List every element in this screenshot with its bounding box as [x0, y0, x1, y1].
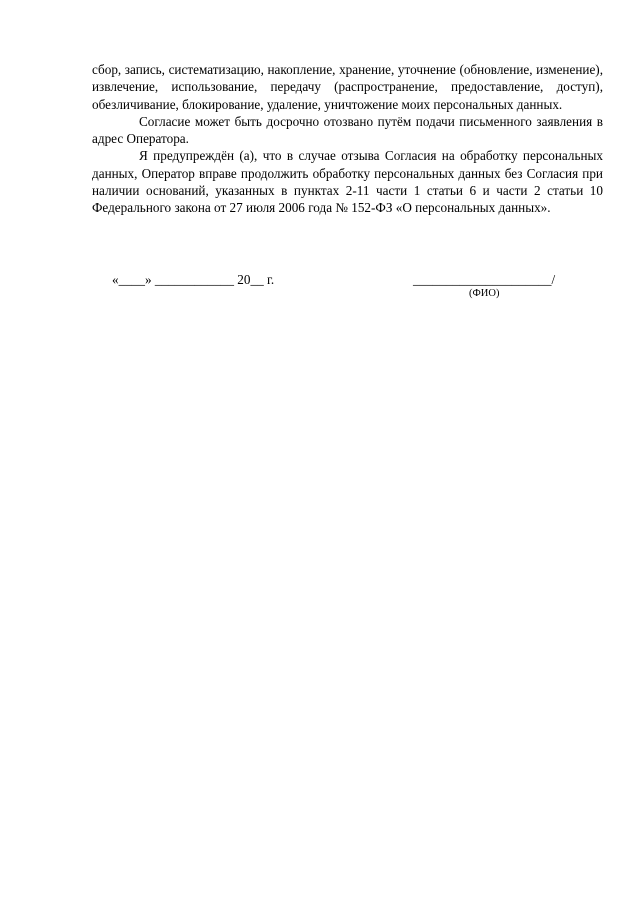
paragraph-processing-actions: сбор, запись, систематизацию, накопление, хранение, уточнение (обновление, изменение), извлечение, использование, передачу (распространение, предоставление, доступ), обезличивание, блокирование, удаление, уничтожение моих персональных данных.: [92, 62, 603, 112]
date-line: «____» ____________ 20__ г.: [112, 272, 275, 287]
signature-line: _____________________/: [413, 272, 556, 287]
signature-block: [0, 272, 640, 312]
fio-label: (ФИО): [469, 288, 500, 299]
document-body: [92, 61, 603, 217]
paragraph-warning: Я предупреждён (а), что в случае отзыва Согласия на обработку персональных данных, Оператор вправе продолжить обработку персональных данных без Согласия при наличии оснований, указанных в пунктах 2-11 части 1 статьи 6 и части 2 статьи 10 Федерального закона от 27 июля 2006 года № 152-ФЗ «О персональных данных».: [92, 148, 603, 216]
paragraph-revocation: Согласие может быть досрочно отозвано путём подачи письменного заявления в адрес Оператора.: [92, 113, 603, 147]
